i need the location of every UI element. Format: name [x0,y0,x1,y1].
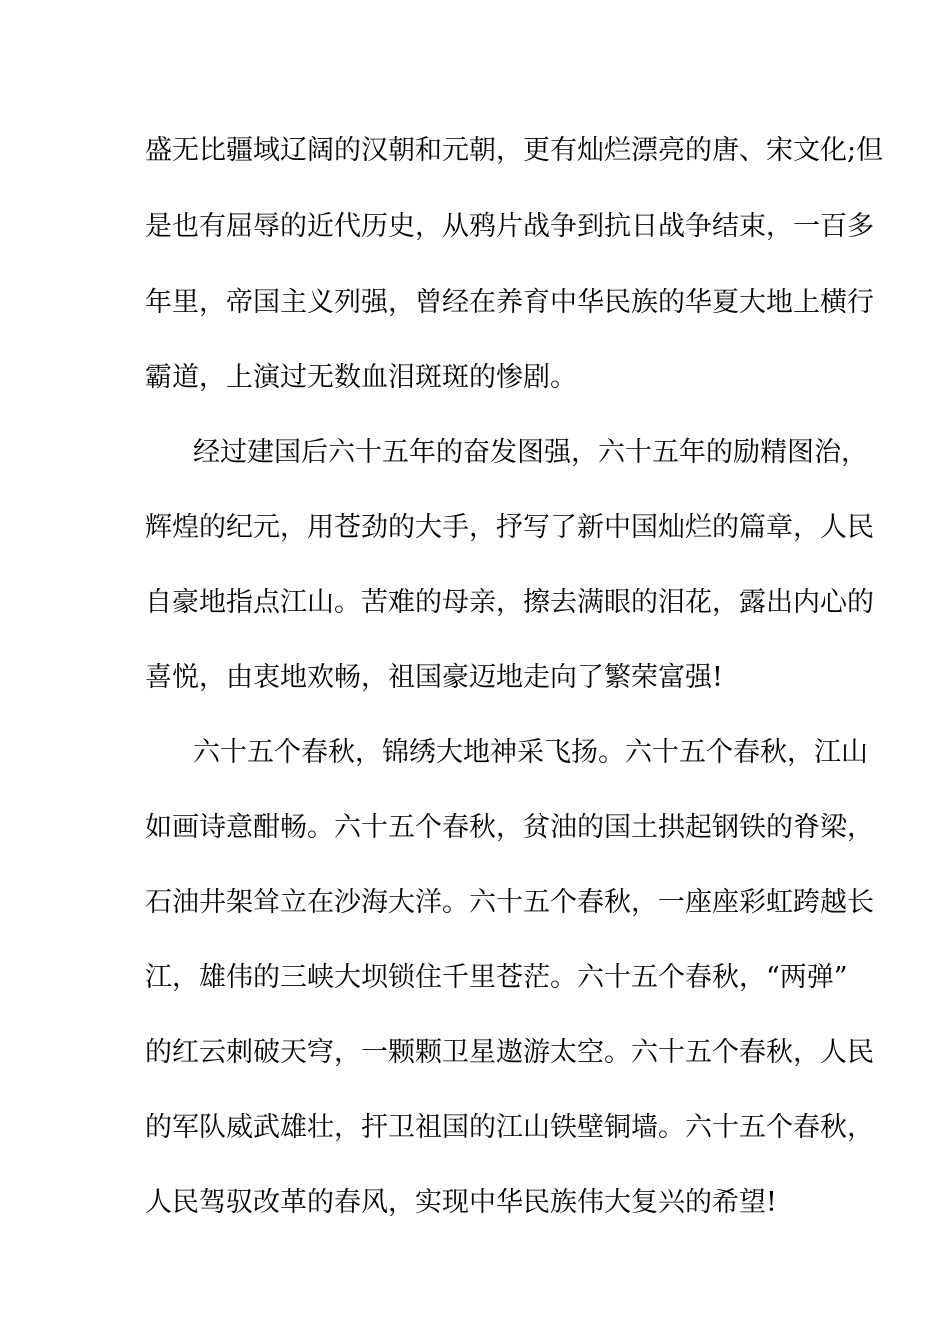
text-line: 江，雄伟的三峡大坝锁住千里苍茫。六十五个春秋，“两弹” [145,962,848,993]
text-line: 的红云刺破天穹，一颗颗卫星遨游太空。六十五个春秋，人民 [145,1037,874,1068]
paragraph-first-line: 经过建国后六十五年的奋发图强，六十五年的励精图治， [193,437,868,468]
text-line: 是也有屈辱的近代历史，从鸦片战争到抗日战争结束，一百多 [145,211,874,242]
text-line: 年里，帝国主义列强，曾经在养育中华民族的华夏大地上横行 [145,287,874,318]
text-line: 如画诗意酣畅。六十五个春秋，贫油的国土拱起钢铁的脊梁， [145,812,874,843]
text-line: 辉煌的纪元，用苍劲的大手，抒写了新中国灿烂的篇章，人民 [145,512,874,543]
text-line: 的军队威武雄壮，扞卫祖国的江山铁壁铜墙。六十五个春秋， [145,1112,874,1143]
text-line: 霸道，上演过无数血泪斑斑的惨剧。 [145,362,577,393]
text-line: 自豪地指点江山。苦难的母亲，擦去满眼的泪花，露出内心的 [145,587,874,618]
paragraph-first-line: 六十五个春秋，锦绣大地神采飞扬。六十五个春秋，江山 [193,737,868,768]
text-line: 人民驾驭改革的春风，实现中华民族伟大复兴的希望! [145,1187,777,1218]
text-line: 盛无比疆域辽阔的汉朝和元朝，更有灿烂漂亮的唐、宋文化;但 [145,135,884,166]
text-line: 喜悦，由衷地欢畅，祖国豪迈地走向了繁荣富强! [145,662,723,693]
text-line: 石油井架耸立在沙海大洋。六十五个春秋，一座座彩虹跨越长 [145,887,874,918]
